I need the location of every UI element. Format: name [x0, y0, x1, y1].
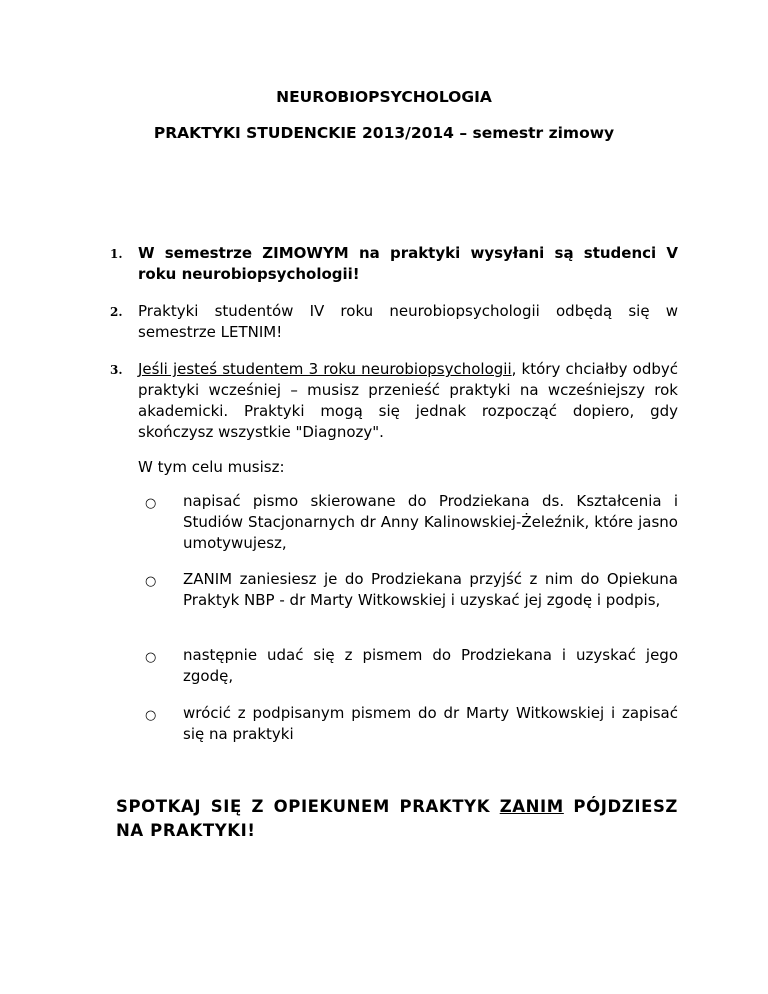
steps-intro: W tym celu musisz:: [138, 458, 285, 476]
document-title: NEUROBIOPSYCHOLOGIA: [276, 88, 492, 106]
bullet-icon: ○: [145, 708, 157, 723]
underlined-phrase: Jeśli jesteś studentem 3 roku neurobiopsychologii: [138, 360, 512, 378]
list-number-1: 1.: [110, 247, 123, 261]
footer-before: SPOTKAJ SIĘ Z OPIEKUNEM PRAKTYK: [116, 797, 500, 816]
bullet-icon: ○: [145, 650, 157, 665]
list-number-3: 3.: [110, 363, 123, 377]
document-subtitle: PRAKTYKI STUDENCKIE 2013/2014 – semestr zimowy: [153, 124, 615, 142]
footer-warning: [116, 795, 678, 843]
step-4: wrócić z podpisanym pismem do dr Marty Witkowskiej i zapisać się na praktyki: [183, 704, 678, 743]
list-item-1: W semestrze ZIMOWYM na praktyki wysyłani są studenci V roku neurobiopsychologii!: [138, 244, 678, 283]
bullet-icon: ○: [145, 496, 157, 511]
footer-underlined: ZANIM: [499, 797, 564, 816]
bullet-icon: ○: [145, 574, 157, 589]
footer-after: PÓJDZIESZ NA PRAKTYKI!: [116, 797, 678, 840]
step-1: napisać pismo skierowane do Prodziekana ds. Kształcenia i Studiów Stacjonarnych dr Anny Kalinowskiej-Żeleźnik, które jasno umotywujesz,: [183, 492, 678, 552]
step-2: ZANIM zaniesiesz je do Prodziekana przyjść z nim do Opiekuna Praktyk NBP - dr Marty Witkowskiej i uzyskać jej zgodę i podpis,: [183, 570, 678, 609]
list-item-3: [138, 359, 678, 443]
list-item-3-rest: , który chciałby odbyć praktyki wcześniej – musisz przenieść praktyki na wcześniejszy rok akademicki. Praktyki mogą się jednak rozpocząć dopiero, gdy skończysz wszystkie "Diagnozy".: [138, 360, 678, 441]
step-3: następnie udać się z pismem do Prodziekana i uzyskać jego zgodę,: [183, 646, 678, 685]
list-item-2: Praktyki studentów IV roku neurobiopsychologii odbędą się w semestrze LETNIM!: [138, 302, 678, 341]
list-number-2: 2.: [110, 305, 123, 319]
